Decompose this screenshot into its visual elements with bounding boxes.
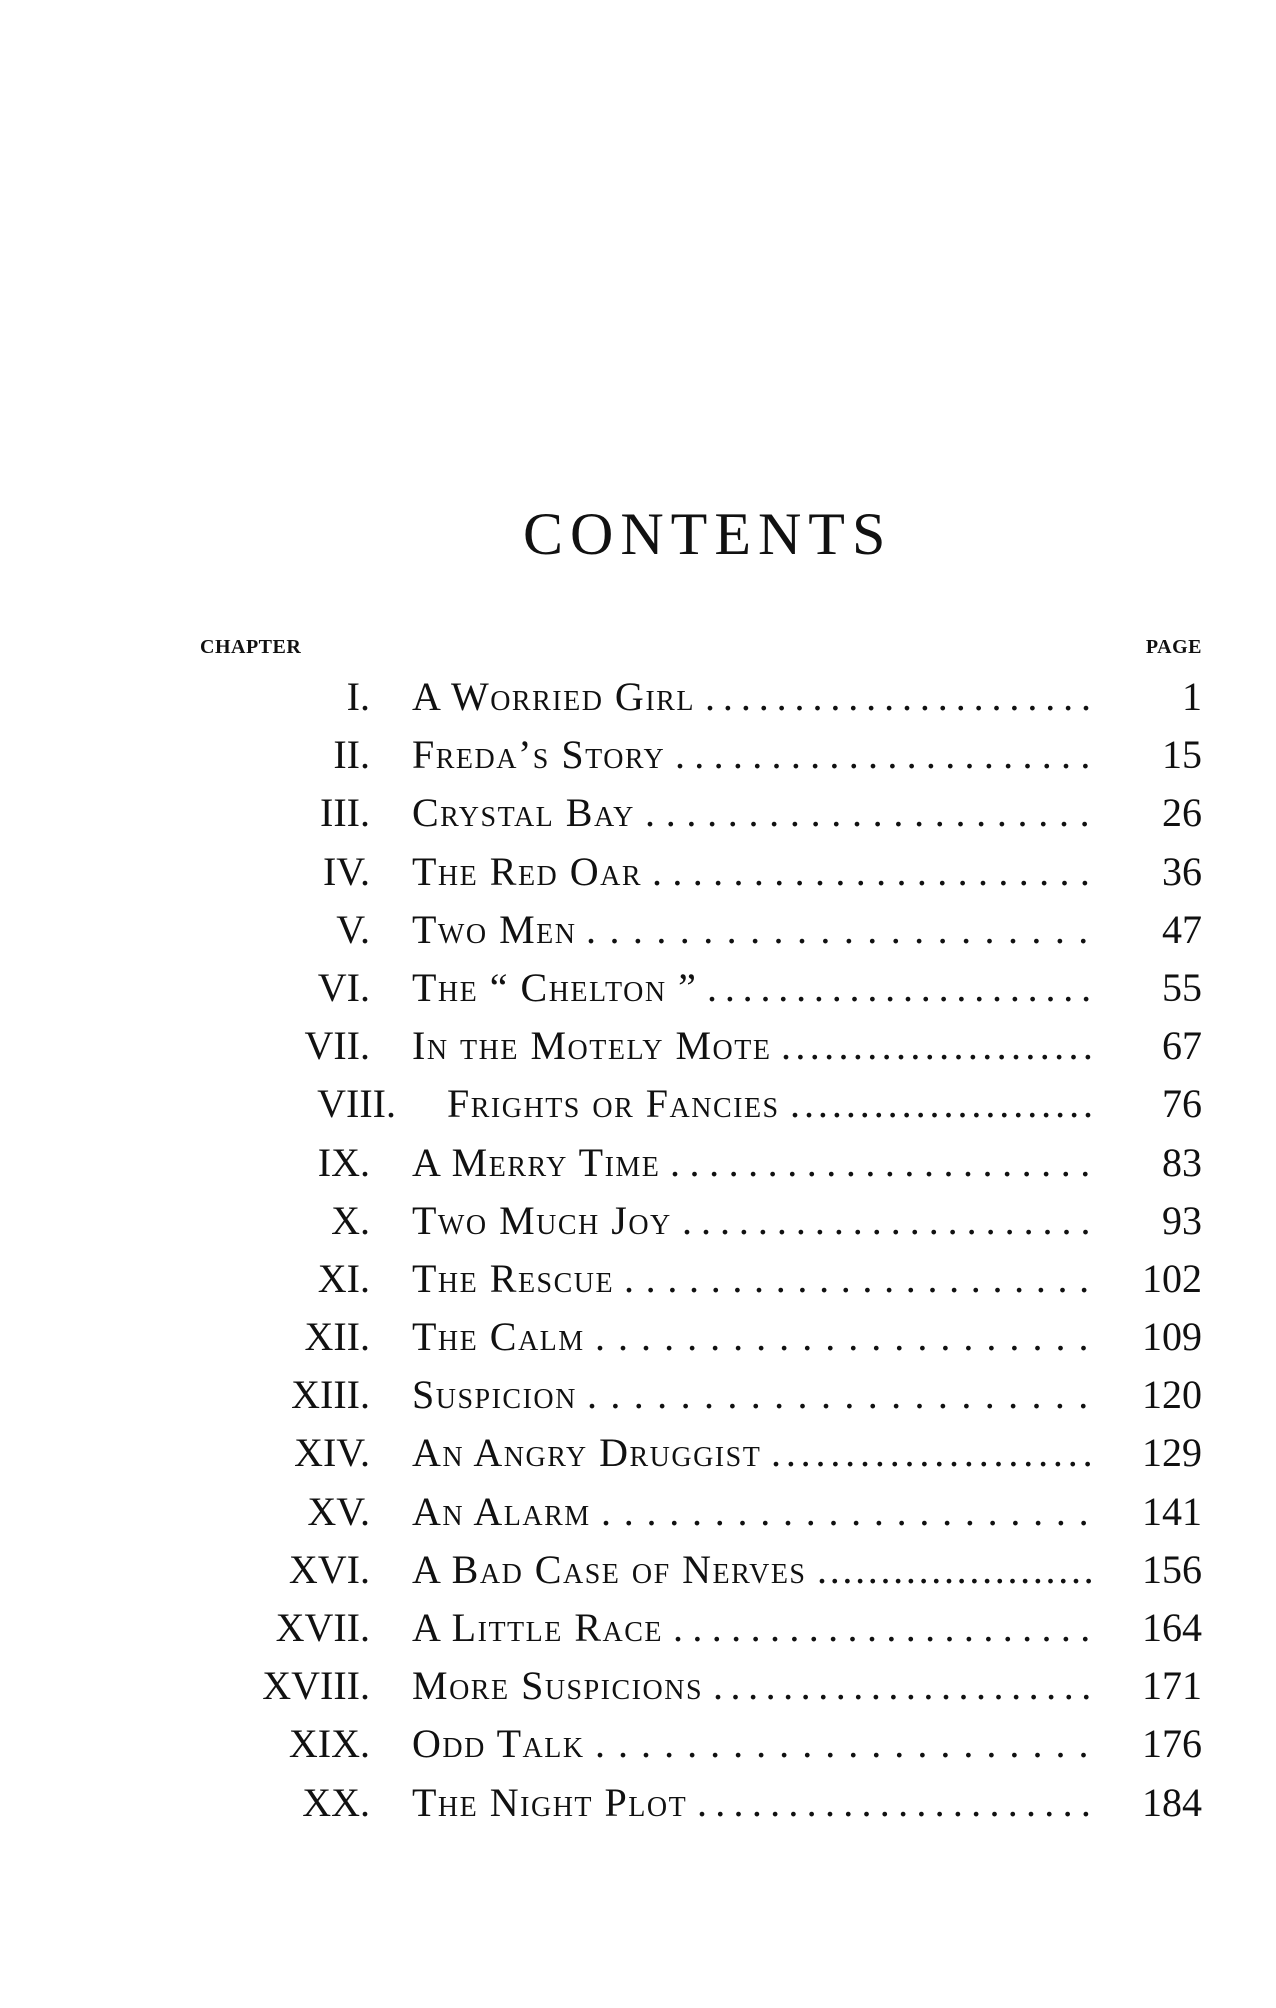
- page-number: 55: [1162, 964, 1202, 1010]
- toc-entry[interactable]: [0, 784, 1276, 842]
- page-number: 102: [1142, 1255, 1202, 1301]
- chapter-title: In the Motely Mote: [412, 1023, 772, 1069]
- leader-dots: . . . . . . . . . . . . . . . . . . . . . .: [781, 1023, 1091, 1069]
- leader-dots: . . . . . . . . . . . . . . . . . . . . . .: [675, 732, 1091, 778]
- leader-dots: . . . . . . . . . . . . . . . . . . . . . .: [595, 1721, 1090, 1767]
- chapter-title: An Angry Druggist: [412, 1430, 762, 1476]
- leader-dots: . . . . . . . . . . . . . . . . . . . . . .: [652, 848, 1090, 894]
- leader-dots: . . . . . . . . . . . . . . . . . . . . . .: [817, 1546, 1091, 1592]
- page-number: 26: [1162, 790, 1202, 836]
- chapter-title: An Alarm: [412, 1488, 591, 1534]
- leader-dots: . . . . . . . . . . . . . . . . . . . . . .: [682, 1197, 1091, 1243]
- toc-entry[interactable]: [0, 959, 1276, 1017]
- toc-entry[interactable]: [0, 1424, 1276, 1482]
- page-number: 15: [1162, 732, 1202, 778]
- chapter-title: A Merry Time: [412, 1139, 661, 1185]
- chapter-number: IX.: [317, 1139, 370, 1185]
- leader-dots: . . . . . . . . . . . . . . . . . . . . . .: [586, 906, 1090, 952]
- toc-entry[interactable]: [0, 1075, 1276, 1133]
- chapter-title: A Little Race: [412, 1605, 664, 1650]
- toc-entry[interactable]: [0, 1192, 1276, 1250]
- toc-entry[interactable]: [0, 1657, 1276, 1715]
- chapter-column-header: CHAPTER: [200, 636, 302, 658]
- page-number: 184: [1142, 1779, 1202, 1825]
- table-of-contents: [0, 668, 1276, 1832]
- page-number: 156: [1142, 1546, 1202, 1592]
- chapter-number: II.: [333, 732, 370, 778]
- leader-dots: . . . . . . . . . . . . . . . . . . . . . .: [673, 1605, 1091, 1650]
- chapter-title: The Red Oar: [412, 848, 643, 894]
- chapter-number: XVI.: [288, 1546, 370, 1592]
- toc-entry[interactable]: [0, 843, 1276, 901]
- chapter-number: X.: [331, 1197, 370, 1243]
- chapter-number: I.: [346, 674, 370, 719]
- chapter-title: The Night Plot: [412, 1779, 688, 1825]
- page-number: 47: [1162, 906, 1202, 952]
- page-number: 67: [1162, 1023, 1202, 1069]
- page-number: 129: [1142, 1430, 1202, 1476]
- chapter-number: XI.: [317, 1255, 370, 1301]
- leader-dots: . . . . . . . . . . . . . . . . . . . . . .: [771, 1430, 1091, 1476]
- page-number: 76: [1162, 1081, 1202, 1127]
- chapter-title: A Worried Girl: [412, 674, 695, 719]
- chapter-number: XV.: [307, 1488, 370, 1534]
- chapter-number: XIII.: [291, 1372, 370, 1418]
- page-number: 141: [1142, 1488, 1202, 1534]
- page-column-header: PAGE: [1145, 636, 1202, 658]
- leader-dots: . . . . . . . . . . . . . . . . . . . . . .: [624, 1255, 1090, 1301]
- toc-entry[interactable]: [0, 1366, 1276, 1424]
- chapter-title: Odd Talk: [412, 1721, 585, 1767]
- chapter-number: XII.: [304, 1314, 370, 1360]
- chapter-title: More Suspicions: [412, 1663, 704, 1709]
- chapter-number: XIV.: [294, 1430, 370, 1476]
- leader-dots: . . . . . . . . . . . . . . . . . . . . . .: [645, 790, 1090, 836]
- chapter-number: VIII.: [317, 1081, 396, 1127]
- chapter-title: The Calm: [412, 1314, 585, 1360]
- leader-dots: . . . . . . . . . . . . . . . . . . . . . .: [670, 1139, 1091, 1185]
- page-number: 120: [1142, 1372, 1202, 1418]
- leader-dots: . . . . . . . . . . . . . . . . . . . . . .: [713, 1663, 1091, 1709]
- toc-entry[interactable]: [0, 1541, 1276, 1599]
- chapter-title: The Rescue: [412, 1255, 615, 1301]
- leader-dots: . . . . . . . . . . . . . . . . . . . . . .: [697, 1779, 1091, 1825]
- toc-entry[interactable]: [0, 1774, 1276, 1832]
- chapter-number: III.: [320, 790, 370, 836]
- chapter-number: XVIII.: [262, 1663, 370, 1709]
- toc-entry[interactable]: [0, 1715, 1276, 1773]
- leader-dots: . . . . . . . . . . . . . . . . . . . . . .: [601, 1488, 1090, 1534]
- leader-dots: . . . . . . . . . . . . . . . . . . . . . .: [595, 1314, 1090, 1360]
- toc-entry[interactable]: [0, 1483, 1276, 1541]
- page-number: 1: [1182, 674, 1202, 719]
- page-number: 171: [1142, 1663, 1202, 1709]
- chapter-title: A Bad Case of Nerves: [412, 1546, 807, 1592]
- chapter-title: Two Men: [412, 906, 577, 952]
- chapter-number: IV.: [322, 848, 370, 894]
- chapter-number: V.: [336, 906, 370, 952]
- page-title: CONTENTS: [523, 501, 893, 567]
- page-number: 93: [1162, 1197, 1202, 1243]
- toc-entry[interactable]: [0, 901, 1276, 959]
- toc-entry[interactable]: [0, 1017, 1276, 1075]
- toc-entry[interactable]: [0, 1134, 1276, 1192]
- chapter-title: Suspicion: [412, 1372, 577, 1418]
- chapter-title: Frights or Fancies: [447, 1081, 780, 1127]
- toc-entry[interactable]: [0, 668, 1276, 726]
- chapter-title: Freda’s Story: [412, 732, 666, 778]
- chapter-number: XX.: [302, 1779, 370, 1825]
- chapter-title: The “ Chelton ”: [412, 964, 698, 1010]
- leader-dots: . . . . . . . . . . . . . . . . . . . . . .: [705, 674, 1091, 719]
- page-number: 36: [1162, 848, 1202, 894]
- chapter-title: Crystal Bay: [412, 790, 635, 836]
- leader-dots: . . . . . . . . . . . . . . . . . . . . . .: [707, 964, 1091, 1010]
- leader-dots: . . . . . . . . . . . . . . . . . . . . . .: [790, 1081, 1091, 1127]
- toc-entry[interactable]: [0, 1308, 1276, 1366]
- page-number: 176: [1142, 1721, 1202, 1767]
- page-number: 109: [1142, 1314, 1202, 1360]
- toc-entry[interactable]: [0, 1599, 1276, 1657]
- toc-entry[interactable]: [0, 726, 1276, 784]
- chapter-number: XVII.: [275, 1605, 370, 1650]
- chapter-number: XIX.: [288, 1721, 370, 1767]
- page-number: 164: [1142, 1605, 1202, 1650]
- toc-entry[interactable]: [0, 1250, 1276, 1308]
- leader-dots: . . . . . . . . . . . . . . . . . . . . . .: [587, 1372, 1090, 1418]
- page-number: 83: [1162, 1139, 1202, 1185]
- chapter-number: VII.: [304, 1023, 370, 1069]
- chapter-title: Two Much Joy: [412, 1197, 672, 1243]
- chapter-number: VI.: [317, 964, 370, 1010]
